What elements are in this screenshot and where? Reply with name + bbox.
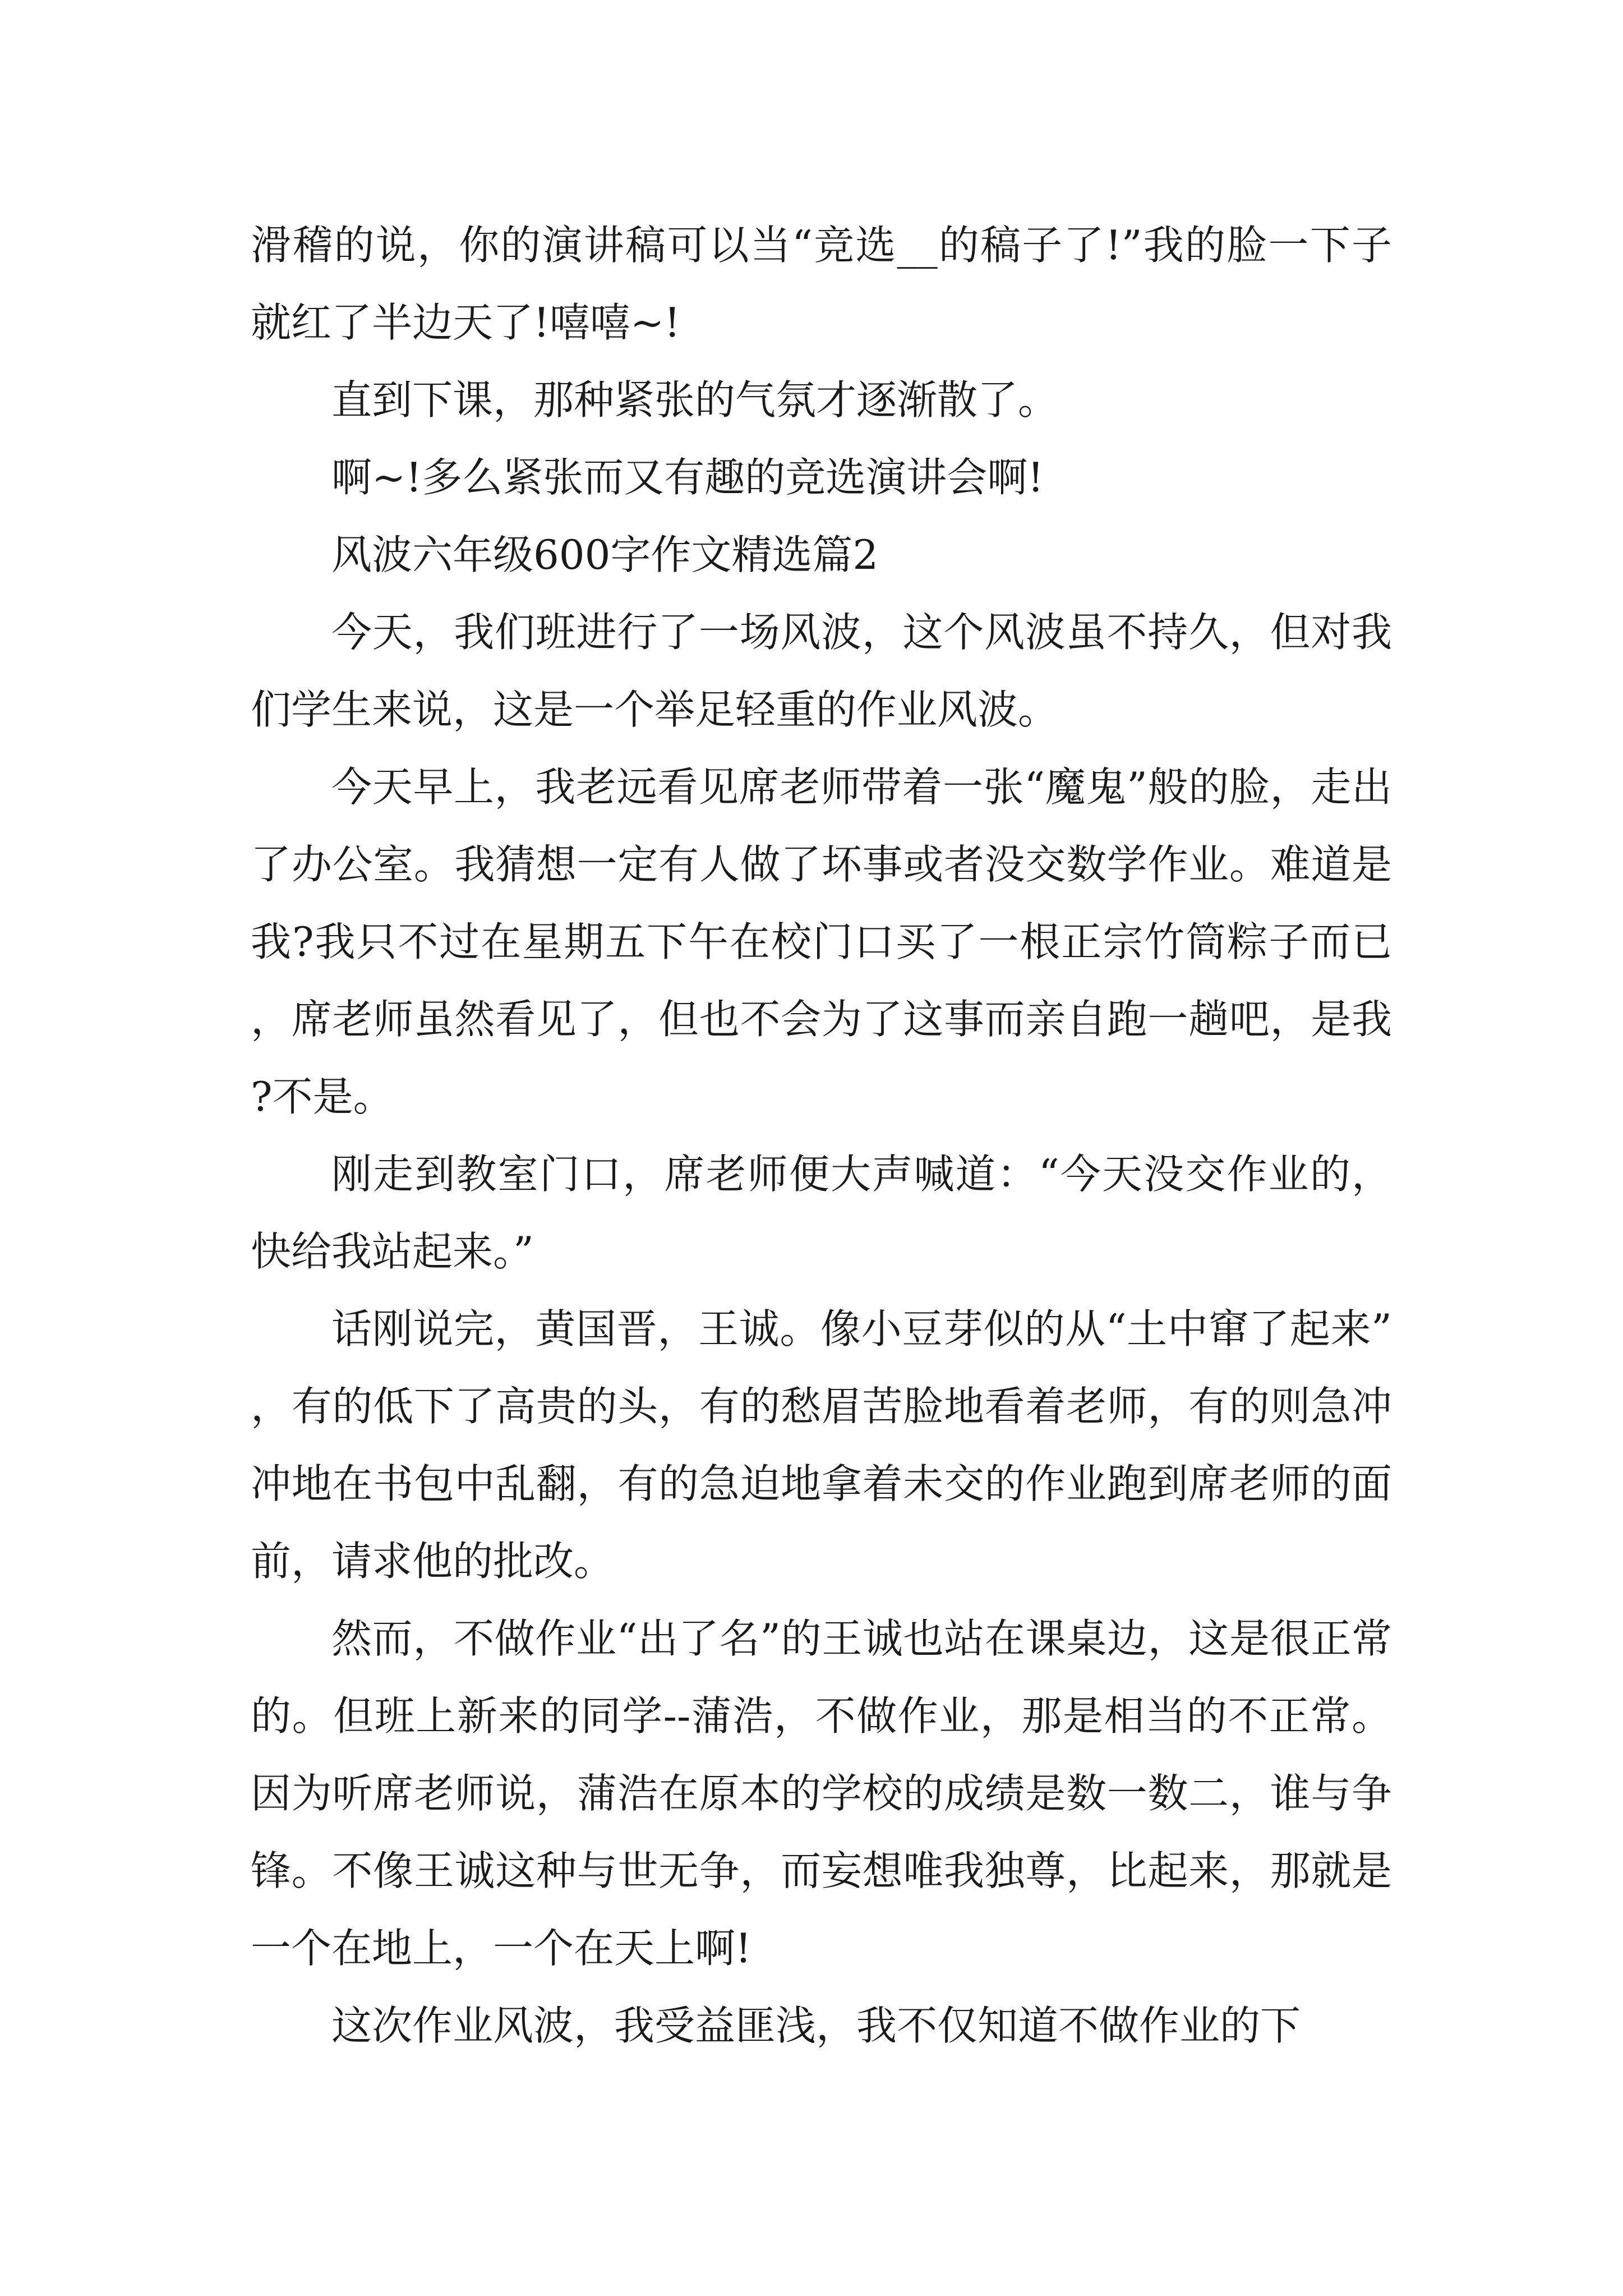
paragraph: 啊~!多么紧张而又有趣的竞选演讲会啊! [331,454,1044,501]
paragraph: 这次作业风波，我受益匪浅，我不仅知道不做作业的下 [331,2002,1301,2049]
article-body [251,206,1392,2064]
paragraph: 然而，不做作业“出了名”的王诚也站在课桌边，这是很正常的。但班上新来的同学--蒲浩，不做作业，那是相当的不正常。因为听席老师说，蒲浩在原本的学校的成绩是数一数二，谁与争锋。不像王诚这种与世无争，而妄想唯我独尊，比起来，那就是一个在地上，一个在天上啊! [251,1615,1392,1972]
paragraph: 直到下课，那种紧张的气氛才逐渐散了。 [331,376,1059,424]
paragraph: 今天，我们班进行了一场风波，这个风波虽不持久，但对我们学生来说，这是一个举足轻重的作业风波。 [251,609,1392,733]
paragraph-continued: 滑稽的说，你的演讲稿可以当“竞选__的稿子了!”我的脸一下子就红了半边天了!嘻嘻~! [251,222,1392,346]
paragraph: 刚走到教室门口，席老师便大声喊道：“今天没交作业的，快给我站起来。” [251,1151,1392,1275]
paragraph: 今天早上，我老远看见席老师带着一张“魔鬼”般的脸，走出了办公室。我猜想一定有人做了坏事或者没交数学作业。难道是我?我只不过在星期五下午在校门口买了一根正宗竹筒粽子而已，席老师虽然看见了，但也不会为了这事而亲自跑一趟吧，是我?不是。 [251,763,1392,1120]
section-title: 风波六年级600字作文精选篇2 [331,531,879,578]
paragraph: 话刚说完，黄国晋，王诚。像小豆芽似的从“土中窜了起来”，有的低下了高贵的头，有的愁眉苦脸地看着老师，有的则急冲冲地在书包中乱翻，有的急迫地拿着未交的作业跑到席老师的面前，请求他的批改。 [251,1305,1392,1585]
